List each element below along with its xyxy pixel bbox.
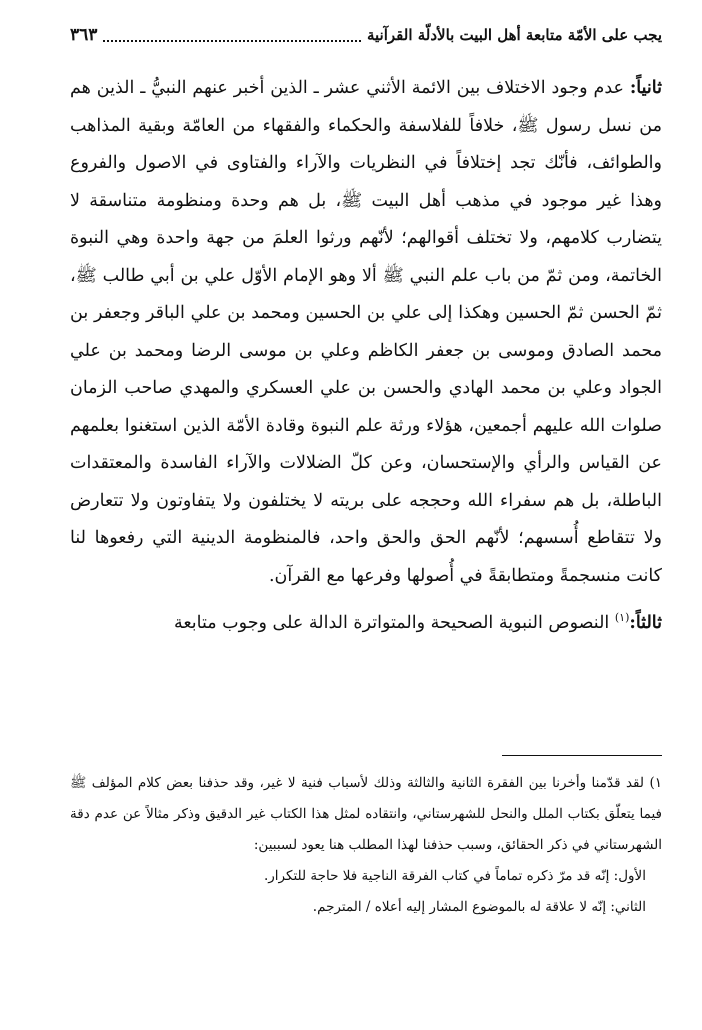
running-title: يجب على الأمّة متابعة أهل البيت بالأدلّة القرآنية [366,26,662,44]
paragraph-third [70,599,662,642]
main-text [70,70,662,642]
footnote-text: لقد قدّمنا وأخرنا بين الفقرة الثانية والثالثة وذلك لأسباب فنية لا غير، وقد حذفنا بعض كلام المؤلف ﷺ فيما يتعلّق بكتاب الملل والنحل للشهرستاني، وانتقاده لمثل هذا الكتاب غير الدقيق وذكر مثالاً عن عدم دقة الشهرستاني في ذكر الحقائق، وسبب حذفنا لهذا المطلب هنا يعود لسببين: [70,775,662,853]
footnote-marker: ١) [649,775,662,791]
footnote-reference[interactable]: (١) [614,611,630,624]
running-header [70,20,662,50]
footnote-separator [502,755,662,756]
paragraph-body: النصوص النبوية الصحيحة والمتواترة الدالة على وجوب متابعة [173,612,610,633]
paragraph-label: ثانياً: [629,78,662,98]
paragraph-label: ثالثاً: [629,612,662,633]
footnotes [70,768,662,923]
footnote-reason-2: الثاني: إنّه لا علاقة له بالموضوع المشار إليه أعلاه / المترجم. [312,899,646,915]
footnote-reason-1: الأول: إنّه قد مرّ ذكره تماماً في كتاب الفرقة الناجية فلا حاجة للتكرار. [263,868,646,884]
leader-dots [103,28,361,42]
page-number: ٣٦٣ [70,25,98,45]
document-page [70,20,662,1010]
paragraph-second [70,70,662,595]
footnote-1 [70,768,662,861]
paragraph-body: عدم وجود الاختلاف بين الائمة الأثني عشر ـ الذين أخبر عنهم النبيُّ ـ الذين هم من نسل رسول ﷺ، خلافاً للفلاسفة والحكماء والفقهاء من العامّة وبقية المذاهب والطوائف، فأنّك تجد إختلافاً في النظريات والآراء والفتاوى في الاصول والفروع وهذا غير موجود في مذهب أهل البيت ﷺ، بل هم وحدة ومنظومة متناسقة لا يتضارب كلامهم، ولا تختلف أقوالهم؛ لأنّهم ورثوا العلمَ من جهة واحدة وهي النبوة الخاتمة، ومن ثمّ من باب علم النبي ﷺ ألا وهو الإمام الأوّل علي بن أبي طالب ﷺ، ثمّ الحسن ثمّ الحسين وهكذا إلى علي بن الحسين ومحمد بن علي الباقر وجعفر بن محمد الصادق وموسى بن جعفر الكاظم وعلي بن موسى الرضا ومحمد بن علي الجواد وعلي بن محمد الهادي والحسن بن علي العسكري والمهدي صاحب الزمان صلوات الله عليهم أجمعين، هؤلاء ورثة علم النبوة وقادة الأمّة الذين استغنوا بعلمهم عن القياس والرأي والإستحسان، وعن كلّ الضلالات والآراء الفاسدة والمعتقدات الباطلة، بل هم سفراء الله وحججه على بريته لا يختلفون ولا يتفاوتون ولا تتعارض ولا تتقاطع أُسسهم؛ لأنّهم الحق والحق واحد، فالمنظومة الدينية التي رفعوها لنا كانت منسجمةً ومتطابقةً في أُصولها وفرعها مع القرآن. [70,78,662,586]
